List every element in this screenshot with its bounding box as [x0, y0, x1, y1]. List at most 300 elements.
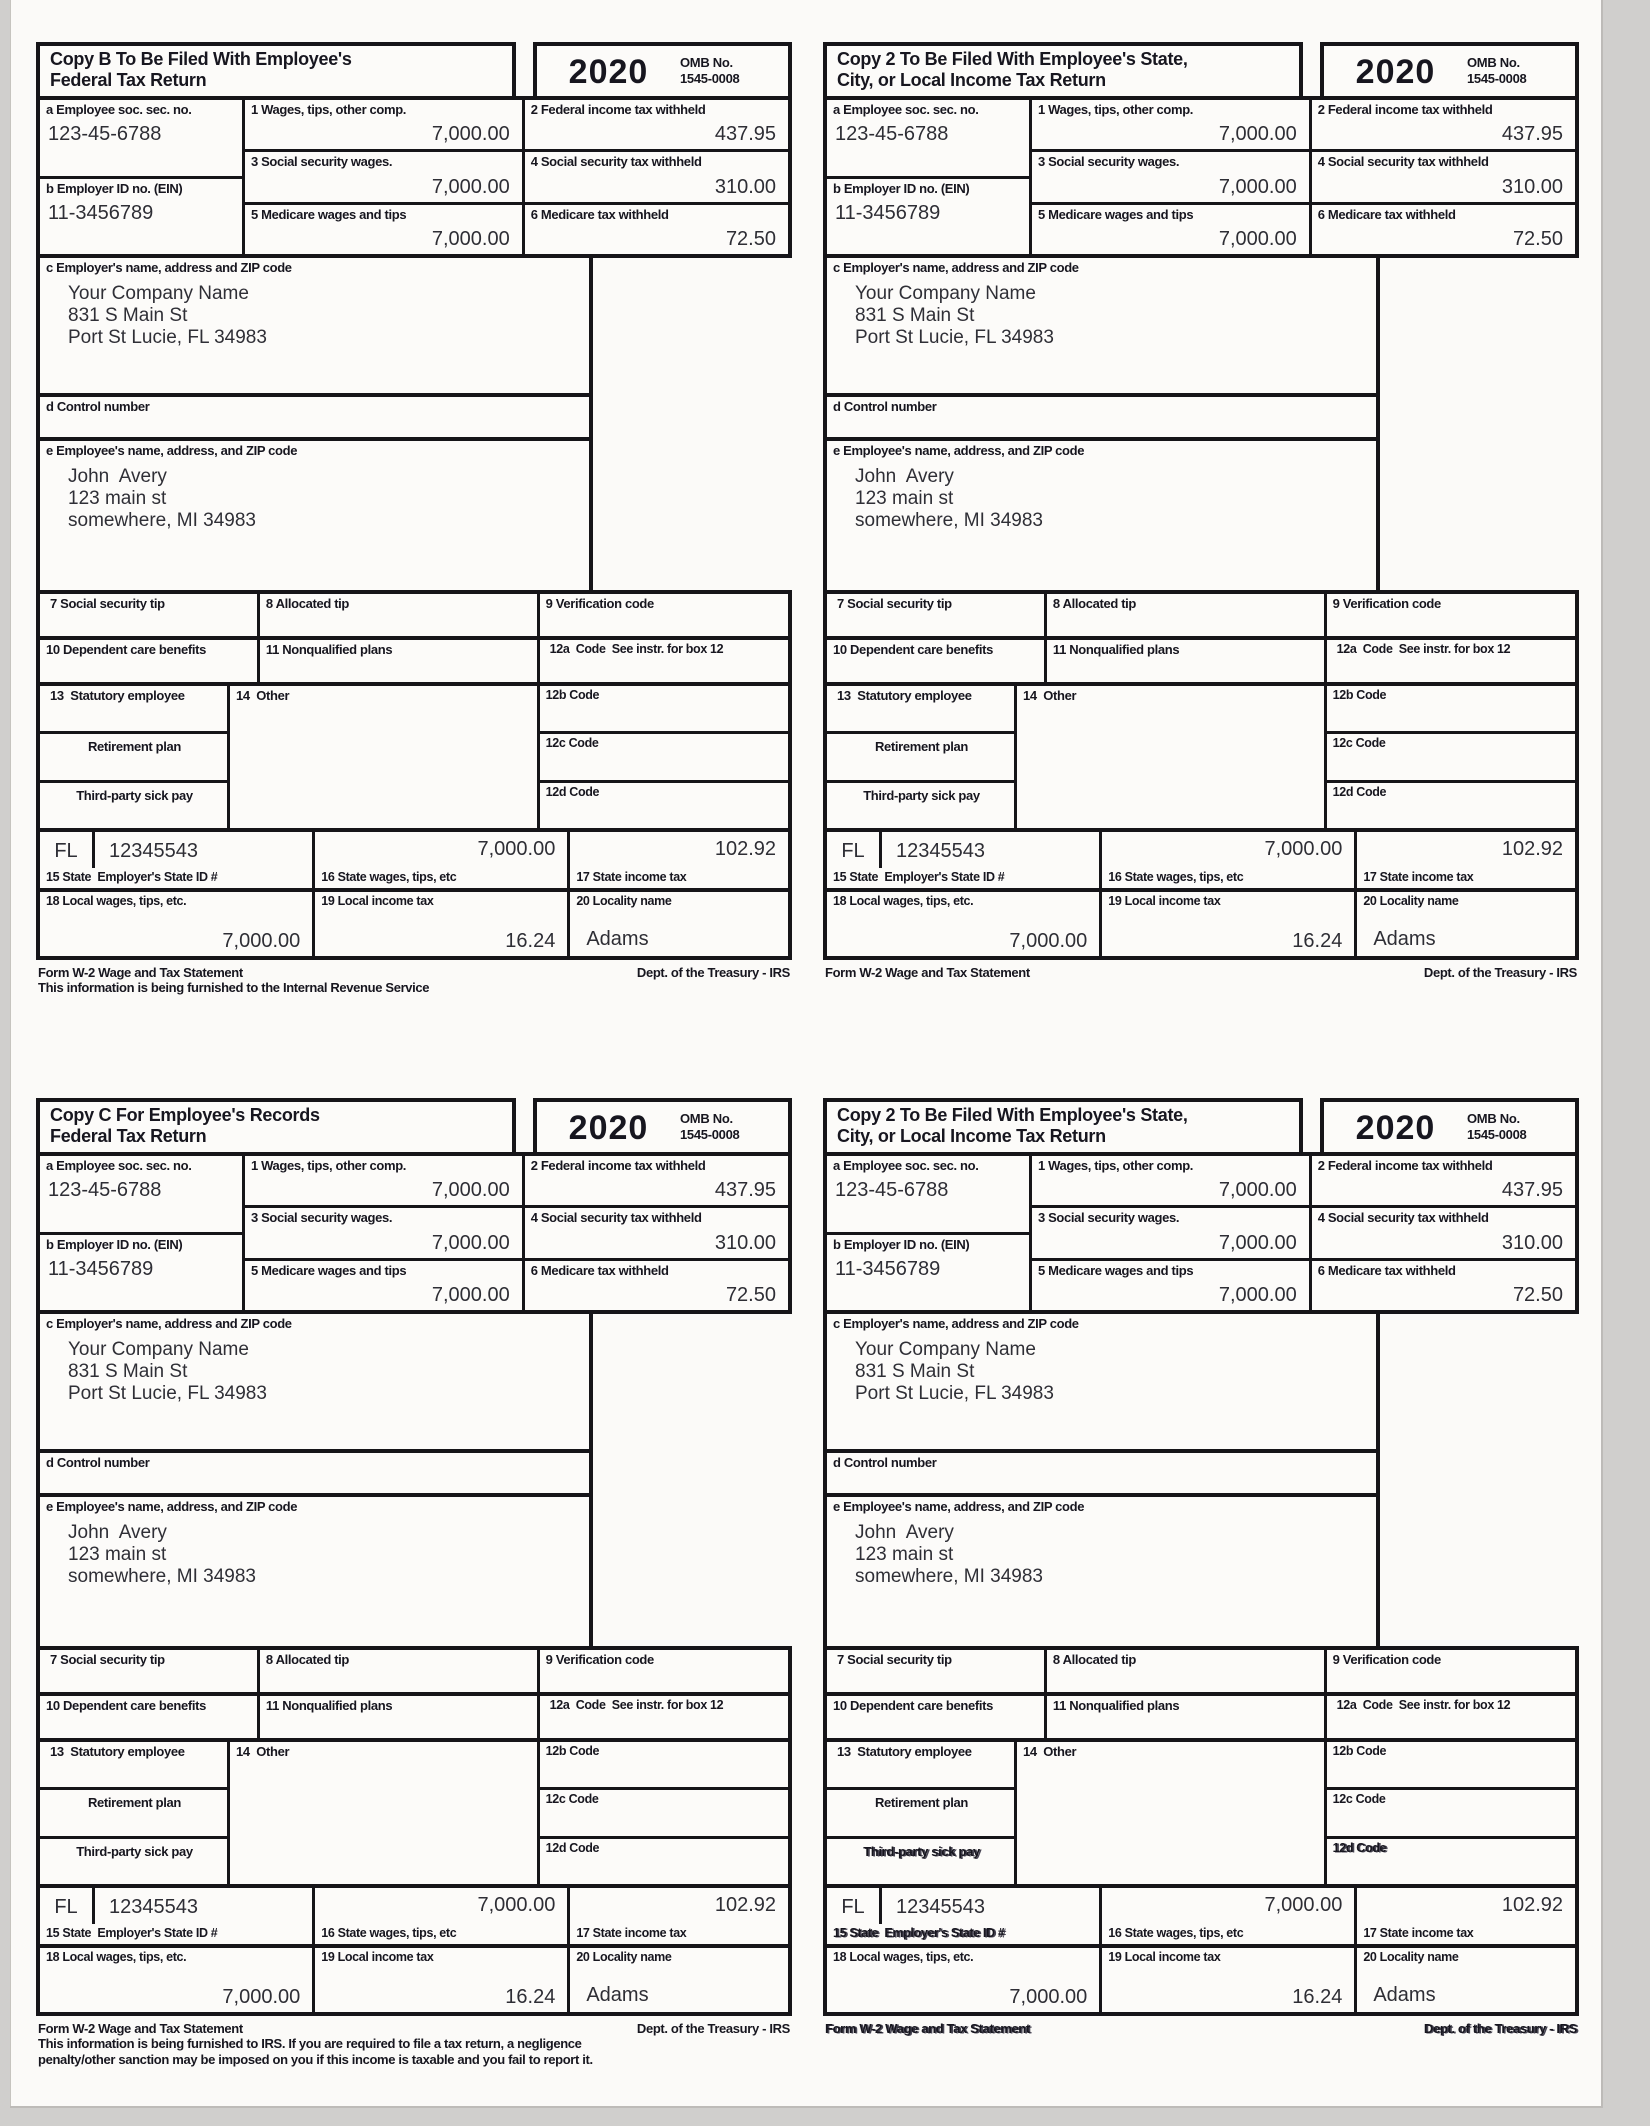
- box-e-label: e Employee's name, address, and ZIP code: [833, 443, 1085, 458]
- employer-street: 831 S Main St: [855, 305, 975, 327]
- copy-title-line1: Copy 2 To Be Filed With Employee's State,: [837, 1105, 1188, 1125]
- box-19-local-income-tax: [1102, 1948, 1354, 2012]
- box-13-statutory-employee: [827, 686, 1014, 731]
- medicare-tax-value: 72.50: [1512, 227, 1563, 250]
- box-17-label: 17 State income tax: [576, 1926, 687, 1941]
- box-7-label: 7 Social security tip: [837, 596, 952, 611]
- column-boxes-12bcd: [1327, 686, 1575, 828]
- box-12a-label: 12a Code See instr. for box 12: [1336, 1698, 1511, 1712]
- state-id-value: 12345543: [896, 840, 985, 862]
- w2-form: [36, 1098, 792, 2067]
- box-19-label: 19 Local income tax: [1108, 894, 1221, 908]
- box-7-label: 7 Social security tip: [50, 596, 165, 611]
- box-18-label: 18 Local wages, tips, etc.: [46, 1950, 187, 1964]
- employee-name: John Avery: [68, 466, 167, 488]
- box-14-label: 14 Other: [1023, 688, 1077, 703]
- employee-ssn-value: 123-45-6788: [48, 123, 162, 146]
- tax-year: 2020: [568, 1108, 649, 1147]
- box-15-state-id: [827, 832, 1099, 888]
- box-b-label: b Employer ID no. (EIN): [833, 1237, 970, 1252]
- social-security-wages-value: 7,000.00: [1218, 1231, 1297, 1254]
- box-c-label: c Employer's name, address and ZIP code: [833, 260, 1079, 275]
- box-2-federal-tax-withheld: [525, 100, 788, 149]
- box-14-other: [1017, 1742, 1324, 1884]
- section-tips: [36, 590, 792, 640]
- box-12c-label: 12c Code: [1332, 1792, 1386, 1807]
- third-party-sick-pay-label: Third-party sick pay: [76, 1843, 193, 1859]
- box-13-retirement-plan: [40, 734, 227, 779]
- box-2-federal-tax-withheld: [525, 1156, 788, 1205]
- box-d-label: d Control number: [833, 399, 937, 414]
- social-security-wages-value: 7,000.00: [1218, 175, 1297, 198]
- box-20-label: 20 Locality name: [1363, 1950, 1459, 1964]
- omb-number: [680, 55, 788, 88]
- box-11-label: 11 Nonqualified plans: [265, 1698, 393, 1713]
- state-income-tax-value: 102.92: [1501, 1894, 1563, 1916]
- box-a-employee-ssn: [40, 1156, 242, 1232]
- local-income-tax-value: 16.24: [1292, 930, 1343, 952]
- federal-tax-value: 437.95: [1501, 123, 1563, 146]
- social-security-tax-value: 310.00: [1501, 175, 1563, 198]
- state-wages-value: 7,000.00: [477, 838, 556, 860]
- box-10-dependent-care: [40, 640, 257, 682]
- omb-value: 1545-0008: [1467, 71, 1527, 86]
- box-8-label: 8 Allocated tip: [1052, 596, 1137, 611]
- treasury-dept: Dept. of the Treasury - IRS: [1423, 965, 1577, 980]
- box-2-label: 2 Federal income tax withheld: [1317, 102, 1493, 117]
- retirement-plan-label: Retirement plan: [88, 739, 181, 755]
- box-13-third-party-sick-pay: [40, 1839, 227, 1884]
- section-control-number: [823, 393, 1380, 441]
- local-income-tax-value: 16.24: [505, 930, 556, 952]
- box-5-label: 5 Medicare wages and tips: [1037, 1262, 1194, 1278]
- employer-city-state-zip: Port St Lucie, FL 34983: [855, 327, 1054, 349]
- header-gap: [1303, 42, 1320, 100]
- box-3-label: 3 Social security wages.: [1037, 1210, 1180, 1226]
- box-3-social-security-wages: [1032, 1208, 1309, 1257]
- scanned-page: [10, 0, 1603, 2106]
- copy-title-line2: Federal Tax Return: [50, 1126, 207, 1147]
- box-c-employer-address: [40, 258, 589, 393]
- box-4-label: 4 Social security tax withheld: [1317, 1210, 1489, 1226]
- box-9-label: 9 Verification code: [545, 1652, 654, 1667]
- state-id-value: 12345543: [896, 1896, 985, 1918]
- box-19-local-income-tax: [1102, 892, 1354, 956]
- box-2-federal-tax-withheld: [1312, 1156, 1575, 1205]
- box-11-nonqualified-plans: [1047, 640, 1324, 682]
- section-employer: [36, 1310, 593, 1453]
- box-9-label: 9 Verification code: [1332, 596, 1441, 611]
- box-12d-label: 12d Code: [545, 1840, 600, 1855]
- section-tips: [823, 590, 1579, 640]
- section-statutory-other-codes: [823, 682, 1579, 832]
- copy-title-line1: Copy B To Be Filed With Employee's: [50, 49, 352, 69]
- w2-form: [823, 42, 1579, 981]
- year-omb-box: [1320, 42, 1579, 100]
- box-16-state-wages: [1102, 832, 1354, 888]
- box-c-label: c Employer's name, address and ZIP code: [46, 1316, 292, 1331]
- box-6-label: 6 Medicare tax withheld: [530, 1262, 669, 1278]
- state-abbrev-value: FL: [40, 1888, 95, 1924]
- box-6-medicare-tax: [1312, 1261, 1575, 1310]
- state-id-value: 12345543: [109, 1896, 198, 1918]
- box-5-medicare-wages: [1032, 1261, 1309, 1310]
- copy-title-line2: City, or Local Income Tax Return: [837, 1126, 1106, 1147]
- form-name: Form W-2 Wage and Tax Statement: [825, 2021, 1030, 2036]
- box-20-label: 20 Locality name: [576, 894, 672, 908]
- section-benefits: [823, 1692, 1579, 1742]
- box-5-label: 5 Medicare wages and tips: [250, 206, 407, 222]
- local-wages-value: 7,000.00: [222, 1986, 301, 2008]
- box-16-state-wages: [1102, 1888, 1354, 1944]
- box-d-label: d Control number: [46, 399, 150, 414]
- box-9-verification-code: [1327, 594, 1575, 636]
- box-12c-label: 12c Code: [545, 1792, 599, 1807]
- box-7-label: 7 Social security tip: [50, 1652, 165, 1667]
- federal-tax-value: 437.95: [714, 1179, 776, 1202]
- box-13-label: 13 Statutory employee: [837, 688, 972, 703]
- box-13-statutory-employee: [827, 1742, 1014, 1787]
- box-8-label: 8 Allocated tip: [265, 1652, 350, 1667]
- box-a-label: a Employee soc. sec. no.: [46, 1158, 192, 1173]
- box-14-other: [230, 686, 537, 828]
- medicare-wages-value: 7,000.00: [431, 227, 510, 250]
- wages-value: 7,000.00: [431, 1179, 510, 1202]
- box-10-dependent-care: [827, 640, 1044, 682]
- employee-address: [40, 458, 589, 532]
- box-8-allocated-tip: [260, 1650, 537, 1692]
- box-3-social-security-wages: [1032, 152, 1309, 201]
- omb-value: 1545-0008: [680, 1127, 740, 1142]
- box-12c-code: [540, 1790, 788, 1835]
- box-13-label: 13 Statutory employee: [50, 1744, 185, 1759]
- third-party-sick-pay-label: Third-party sick pay: [76, 787, 193, 803]
- form-name: Form W-2 Wage and Tax Statement: [38, 965, 243, 980]
- local-wages-value: 7,000.00: [222, 930, 301, 952]
- tax-year: 2020: [1355, 52, 1436, 91]
- box-12d-code: [540, 1839, 788, 1884]
- section-id-wages: [36, 1152, 792, 1314]
- box-17-label: 17 State income tax: [1363, 1926, 1474, 1941]
- box-17-state-income-tax: [570, 1888, 788, 1944]
- local-income-tax-value: 16.24: [1292, 1986, 1343, 2008]
- box-e-employee-address: [827, 1497, 1376, 1646]
- box-12b-code: [1327, 686, 1575, 731]
- box-12d-code: [540, 783, 788, 828]
- section-employer: [36, 254, 593, 397]
- box-11-label: 11 Nonqualified plans: [1052, 642, 1180, 657]
- form-footer: [823, 2021, 1579, 2036]
- section-state-tax: [823, 828, 1579, 892]
- box-3-label: 3 Social security wages.: [1037, 154, 1180, 170]
- form-name: Form W-2 Wage and Tax Statement: [825, 965, 1030, 980]
- header-gap: [1303, 1098, 1320, 1156]
- box-d-label: d Control number: [46, 1455, 150, 1470]
- box-12a-label: 12a Code See instr. for box 12: [549, 1698, 724, 1712]
- section-local-tax: [36, 1944, 792, 2016]
- box-6-label: 6 Medicare tax withheld: [530, 206, 669, 222]
- column-boxes-2-4-6: [525, 100, 788, 254]
- box-12a-code: [540, 640, 788, 682]
- state-abbrev-value: FL: [827, 1888, 882, 1924]
- state-abbrev-value: FL: [827, 832, 882, 868]
- box-5-medicare-wages: [1032, 205, 1309, 254]
- box-15-label: 15 State Employer's State ID #: [46, 1926, 218, 1941]
- box-14-label: 14 Other: [236, 1744, 290, 1759]
- box-1-label: 1 Wages, tips, other comp.: [1037, 1158, 1194, 1173]
- footer-note-line1: This information is being furnished to IRS. If you are required to file a tax return, a negligence: [38, 2036, 582, 2051]
- employee-name: John Avery: [68, 1522, 167, 1544]
- box-e-label: e Employee's name, address, and ZIP code: [46, 443, 298, 458]
- medicare-wages-value: 7,000.00: [1218, 227, 1297, 250]
- box-19-local-income-tax: [315, 892, 567, 956]
- box-13-label: 13 Statutory employee: [837, 1744, 972, 1759]
- wages-value: 7,000.00: [1218, 123, 1297, 146]
- form-footer: [823, 965, 1579, 980]
- section-control-number: [36, 1449, 593, 1497]
- box-1-wages: [245, 100, 522, 149]
- box-5-label: 5 Medicare wages and tips: [1037, 206, 1194, 222]
- box-14-label: 14 Other: [236, 688, 290, 703]
- box-19-local-income-tax: [315, 1948, 567, 2012]
- employee-ssn-value: 123-45-6788: [835, 123, 949, 146]
- box-c-employer-address: [827, 1314, 1376, 1449]
- social-security-wages-value: 7,000.00: [431, 1231, 510, 1254]
- copy-title: [823, 42, 1303, 100]
- box-19-label: 19 Local income tax: [1108, 1950, 1221, 1964]
- state-id-values: [40, 832, 312, 868]
- box-12b-label: 12b Code: [545, 688, 600, 702]
- locality-value: Adams: [586, 1984, 649, 2006]
- employee-city-state-zip: somewhere, MI 34983: [68, 510, 256, 532]
- employee-address: [40, 1514, 589, 1588]
- box-12b-label: 12b Code: [1332, 688, 1387, 702]
- box-8-allocated-tip: [260, 594, 537, 636]
- box-7-social-security-tip: [827, 594, 1044, 636]
- box-16-state-wages: [315, 832, 567, 888]
- box-c-label: c Employer's name, address and ZIP code: [833, 1316, 1079, 1331]
- retirement-plan-label: Retirement plan: [88, 1795, 181, 1811]
- box-18-local-wages: [40, 1948, 312, 2012]
- box-9-verification-code: [540, 594, 788, 636]
- box-a-label: a Employee soc. sec. no.: [833, 1158, 979, 1173]
- box-d-control-number: [827, 397, 1376, 437]
- box-a-employee-ssn: [40, 100, 242, 176]
- state-income-tax-value: 102.92: [714, 838, 776, 860]
- section-local-tax: [36, 888, 792, 960]
- medicare-tax-value: 72.50: [725, 227, 776, 250]
- section-statutory-other-codes: [36, 682, 792, 832]
- box-c-employer-address: [827, 258, 1376, 393]
- year-omb-box: [1320, 1098, 1579, 1156]
- tax-year: 2020: [568, 52, 649, 91]
- copy-title-line2: Federal Tax Return: [50, 70, 207, 91]
- box-15-state-id: [40, 832, 312, 888]
- column-boxes-2-4-6: [525, 1156, 788, 1310]
- section-id-wages: [823, 1152, 1579, 1314]
- box-10-label: 10 Dependent care benefits: [46, 1698, 206, 1713]
- box-8-allocated-tip: [1047, 1650, 1324, 1692]
- section-tips: [36, 1646, 792, 1696]
- omb-number: [1467, 55, 1575, 88]
- box-a-label: a Employee soc. sec. no.: [46, 102, 192, 117]
- employer-name: Your Company Name: [855, 1339, 1036, 1361]
- footer-note-line2: penalty/other sanction may be imposed on you if this income is taxable and you fail to report it.: [38, 2051, 593, 2067]
- section-tips: [823, 1646, 1579, 1696]
- wages-value: 7,000.00: [431, 123, 510, 146]
- box-12d-label: 12d Code: [545, 784, 600, 799]
- state-income-tax-value: 102.92: [714, 1894, 776, 1916]
- box-e-employee-address: [40, 441, 589, 590]
- employee-street: 123 main st: [68, 1544, 167, 1566]
- section-statutory-other-codes: [823, 1738, 1579, 1888]
- box-12d-label: 12d Code: [1332, 784, 1387, 799]
- box-3-label: 3 Social security wages.: [250, 1210, 393, 1226]
- employer-street: 831 S Main St: [855, 1361, 975, 1383]
- form-footer: [36, 965, 792, 980]
- retirement-plan-label: Retirement plan: [875, 739, 968, 755]
- box-2-label: 2 Federal income tax withheld: [1317, 1158, 1493, 1173]
- column-ssn-ein: [827, 1156, 1029, 1310]
- box-1-wages: [245, 1156, 522, 1205]
- employee-address: [827, 458, 1376, 532]
- employer-address: [827, 1331, 1376, 1405]
- box-11-nonqualified-plans: [1047, 1696, 1324, 1738]
- box-12a-code: [1327, 640, 1575, 682]
- box-7-social-security-tip: [40, 1650, 257, 1692]
- box-3-social-security-wages: [245, 152, 522, 201]
- box-9-verification-code: [540, 1650, 788, 1692]
- federal-tax-value: 437.95: [1501, 1179, 1563, 1202]
- locality-value: Adams: [1373, 1984, 1436, 2006]
- box-d-control-number: [40, 397, 589, 437]
- section-employer: [823, 1310, 1380, 1453]
- box-5-medicare-wages: [245, 205, 522, 254]
- box-a-label: a Employee soc. sec. no.: [833, 102, 979, 117]
- box-6-medicare-tax: [525, 1261, 788, 1310]
- box-12b-label: 12b Code: [545, 1744, 600, 1758]
- treasury-dept: Dept. of the Treasury - IRS: [636, 2021, 790, 2036]
- box-d-control-number: [827, 1453, 1376, 1493]
- box-12c-label: 12c Code: [545, 736, 599, 751]
- box-13-retirement-plan: [827, 1790, 1014, 1835]
- footer-note-line1: This information is being furnished to the Internal Revenue Service: [38, 980, 430, 995]
- box-a-employee-ssn: [827, 1156, 1029, 1232]
- section-employee: [36, 1493, 593, 1650]
- medicare-tax-value: 72.50: [725, 1283, 776, 1306]
- box-b-label: b Employer ID no. (EIN): [46, 1237, 183, 1252]
- box-6-label: 6 Medicare tax withheld: [1317, 1262, 1456, 1278]
- box-16-label: 16 State wages, tips, etc: [1108, 870, 1244, 885]
- box-7-label: 7 Social security tip: [837, 1652, 952, 1667]
- employee-street: 123 main st: [855, 1544, 954, 1566]
- employee-ssn-value: 123-45-6788: [48, 1179, 162, 1202]
- box-4-label: 4 Social security tax withheld: [530, 154, 702, 170]
- box-12d-label: 12d Code: [1332, 1840, 1387, 1855]
- employer-street: 831 S Main St: [68, 305, 188, 327]
- box-14-label: 14 Other: [1023, 1744, 1077, 1759]
- employer-ein-value: 11-3456789: [48, 202, 154, 225]
- box-12a-label: 12a Code See instr. for box 12: [1336, 642, 1511, 656]
- box-3-social-security-wages: [245, 1208, 522, 1257]
- omb-number: [680, 1111, 788, 1144]
- box-13-third-party-sick-pay: [827, 783, 1014, 828]
- employee-name: John Avery: [855, 1522, 954, 1544]
- year-omb-box: [533, 1098, 792, 1156]
- copy-title: [36, 42, 516, 100]
- box-17-state-income-tax: [1357, 1888, 1575, 1944]
- treasury-dept: Dept. of the Treasury - IRS: [1423, 2021, 1577, 2036]
- employee-street: 123 main st: [855, 488, 954, 510]
- section-employee: [36, 437, 593, 594]
- omb-label: OMB No.: [680, 1110, 733, 1126]
- box-9-label: 9 Verification code: [545, 596, 654, 611]
- column-boxes-12bcd: [540, 1742, 788, 1884]
- omb-label: OMB No.: [1467, 1110, 1520, 1126]
- locality-value: Adams: [586, 928, 649, 950]
- box-11-nonqualified-plans: [260, 640, 537, 682]
- state-abbrev-value: FL: [40, 832, 95, 868]
- section-benefits: [36, 1692, 792, 1742]
- box-6-medicare-tax: [1312, 205, 1575, 254]
- employer-street: 831 S Main St: [68, 1361, 188, 1383]
- box-2-federal-tax-withheld: [1312, 100, 1575, 149]
- employer-ein-value: 11-3456789: [835, 1258, 941, 1281]
- box-13-statutory-employee: [40, 686, 227, 731]
- box-a-employee-ssn: [827, 100, 1029, 176]
- state-id-values: [827, 1888, 1099, 1924]
- box-b-employer-ein: [827, 179, 1029, 254]
- box-12a-code: [540, 1696, 788, 1738]
- box-12d-code: [1327, 783, 1575, 828]
- box-8-label: 8 Allocated tip: [265, 596, 350, 611]
- box-16-label: 16 State wages, tips, etc: [1108, 1926, 1244, 1941]
- medicare-tax-value: 72.50: [1512, 1283, 1563, 1306]
- box-11-label: 11 Nonqualified plans: [265, 642, 393, 657]
- employee-street: 123 main st: [68, 488, 167, 510]
- social-security-wages-value: 7,000.00: [431, 175, 510, 198]
- employee-ssn-value: 123-45-6788: [835, 1179, 949, 1202]
- employer-address: [40, 275, 589, 349]
- column-boxes-12bcd: [1327, 1742, 1575, 1884]
- section-statutory-other-codes: [36, 1738, 792, 1888]
- employer-name: Your Company Name: [68, 283, 249, 305]
- social-security-tax-value: 310.00: [714, 175, 776, 198]
- column-box-13: [827, 686, 1014, 828]
- employee-city-state-zip: somewhere, MI 34983: [68, 1566, 256, 1588]
- box-7-social-security-tip: [827, 1650, 1044, 1692]
- section-id-wages: [823, 96, 1579, 258]
- box-12b-label: 12b Code: [1332, 1744, 1387, 1758]
- box-18-local-wages: [827, 892, 1099, 956]
- box-13-retirement-plan: [827, 734, 1014, 779]
- local-income-tax-value: 16.24: [505, 1986, 556, 2008]
- box-12d-code: [1327, 1839, 1575, 1884]
- state-id-values: [40, 1888, 312, 1924]
- form-header: [823, 1098, 1579, 1156]
- box-8-label: 8 Allocated tip: [1052, 1652, 1137, 1667]
- omb-value: 1545-0008: [1467, 1127, 1527, 1142]
- header-gap: [516, 42, 533, 100]
- header-gap: [516, 1098, 533, 1156]
- box-6-label: 6 Medicare tax withheld: [1317, 206, 1456, 222]
- box-1-label: 1 Wages, tips, other comp.: [250, 1158, 407, 1173]
- section-local-tax: [823, 888, 1579, 960]
- w2-form: [36, 42, 792, 997]
- section-id-wages: [36, 96, 792, 258]
- box-5-label: 5 Medicare wages and tips: [250, 1262, 407, 1278]
- section-state-tax: [36, 828, 792, 892]
